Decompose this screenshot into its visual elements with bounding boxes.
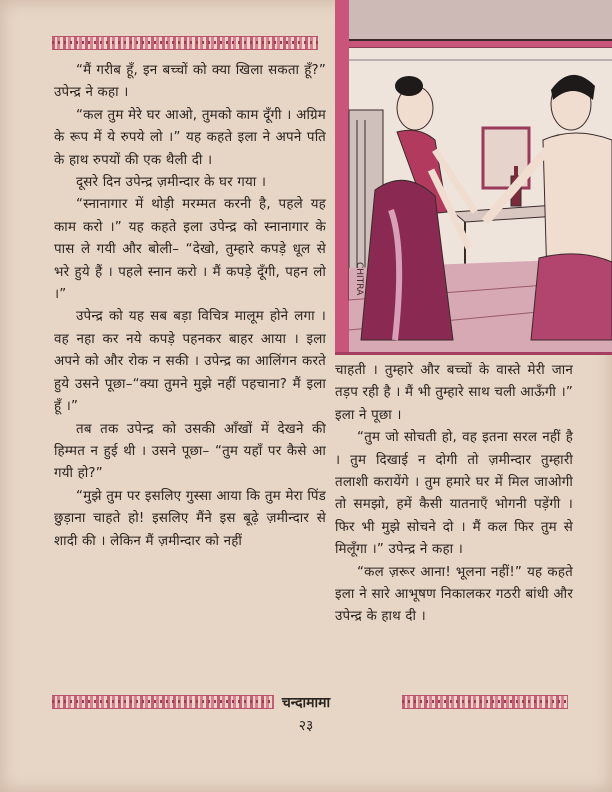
paragraph: “तुम जो सोचती हो, वह इतना सरल नहीं है । तुम दिखाई न दोगी तो ज़मीन्दार तुम्हारी तलाशी करायेंगे । तुम हमारे घर में मिल जाओगी तो समझो, हमें कैसी यातनाएँ भोगनी पड़ेंगी । फिर भी मुझे सोचने दो । मैं कल फिर तुम से मिलूँगा ।” उपेन्द्र ने कहा । bbox=[335, 430, 573, 558]
illustration-drawing bbox=[335, 0, 612, 352]
paragraph: चाहती । तुम्हारे और बच्चों के वास्ते मेरी जान तड़प रही है । मैं भी तुम्हारे साथ चली आऊँगी ।” इला ने पूछा । bbox=[335, 363, 573, 423]
artist-signature: CHITRA bbox=[354, 262, 364, 296]
page-number: २३ bbox=[298, 718, 314, 734]
paragraph: उपेन्द्र को यह सब बड़ा विचित्र मालूम होने लगा । वह नहा कर नये कपड़े पहनकर बाहर आया । इला अपने को और रोक न सकी । उपेन्द्र का आलिंगन करते हुये उसने पूछा–“क्या तुमने मुझे नहीं पहचाना? मैं इला हूँ ।” bbox=[54, 309, 326, 415]
paragraph: दूसरे दिन उपेन्द्र ज़मीन्दार के घर गया । bbox=[76, 175, 267, 191]
paragraph: “कल तुम मेरे घर आओ, तुमको काम दूँगी । अग्रिम के रूप में ये रुपये लो ।” यह कहते इला ने अपने पति के हाथ रुपयों की एक थैली दी । bbox=[54, 107, 326, 168]
magazine-title: चन्दामामा bbox=[281, 695, 331, 711]
story-illustration bbox=[335, 0, 612, 355]
top-ornament-border bbox=[52, 36, 318, 50]
paragraph: “मुझे तुम पर इसलिए गुस्सा आया कि तुम मेरा पिंड छुड़ाना चाहते हो! इसलिए मैंने इस बूढ़े ज़मीन्दार से शादी की । लेकिन मैं ज़मीन्दार को नहीं bbox=[54, 488, 326, 549]
right-text-column bbox=[335, 360, 573, 629]
left-text-column bbox=[54, 60, 326, 553]
paragraph: “मैं गरीब हूँ, इन बच्चों को क्या खिला सकता हूँ?” उपेन्द्र ने कहा । bbox=[54, 63, 326, 101]
paragraph: “स्नानागार में थोड़ी मरम्मत करनी है, पहले यह काम करो ।” यह कहते इला उपेन्द्र को स्नानागार के पास ले गयी और बोली– “देखो, तुम्हारे कपड़े धूल से भरे हुये हैं । पहले स्नान करो । मैं कपड़े दूँगी, पहन लो ।” bbox=[54, 197, 326, 303]
paragraph: तब तक उपेन्द्र को उसकी आँखों में देखने की हिम्मत न हुई थी । उसने पूछा– “तुम यहाँ पर कैसे आ गयी हो?” bbox=[54, 421, 326, 482]
paragraph: “कल ज़रूर आना! भूलना नहीं!” यह कहते इला ने सारे आभूषण निकालकर गठरी बांधी और उपेन्द्र के हाथ दी । bbox=[335, 564, 573, 625]
